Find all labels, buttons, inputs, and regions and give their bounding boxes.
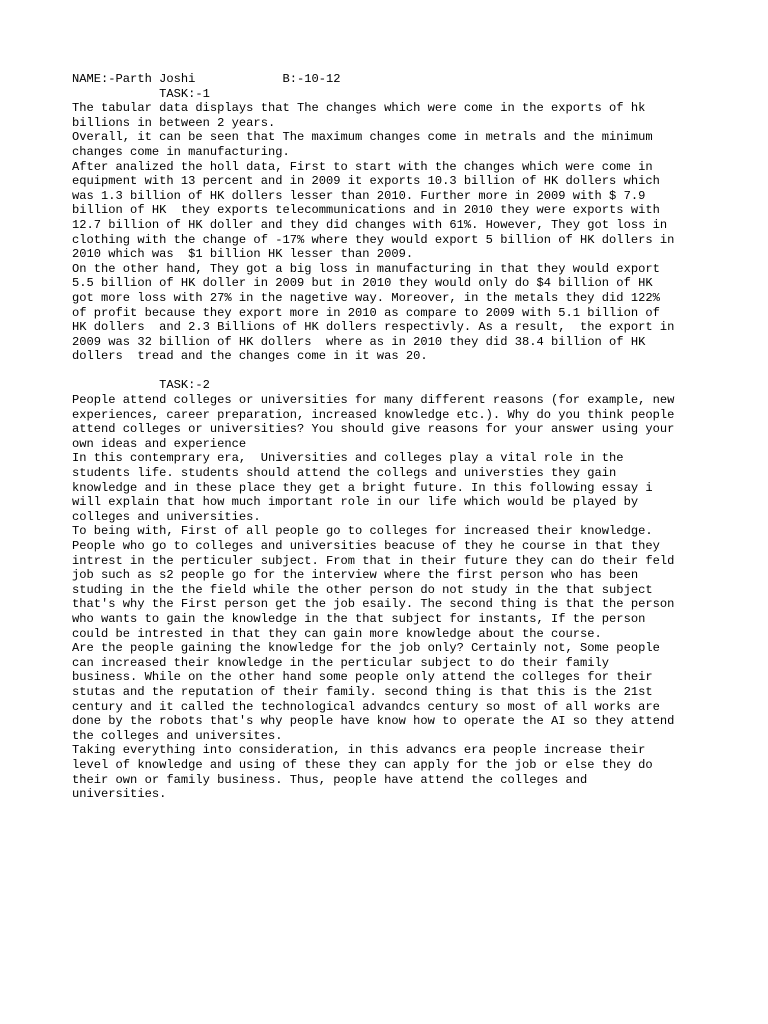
text-line: own ideas and experience — [72, 436, 247, 451]
text-line: business. While on the other hand some people only attend the colleges for their — [72, 670, 653, 685]
text-line: was 1.3 billion of HK dollers lesser than 2010. Further more in 2009 with $ 7.9 — [72, 188, 646, 203]
text-line: that's why the First person get the job esaily. The second thing is that the person — [72, 597, 675, 612]
text-line: their own or family business. Thus, people have attend the colleges and — [72, 772, 588, 787]
text-line: People attend colleges or universities for many different reasons (for example, new — [72, 393, 675, 408]
text-line: experiences, career preparation, increased knowledge etc.). Why do you think people — [72, 407, 675, 422]
text-line: universities. — [72, 787, 167, 802]
text-line: 2009 was 32 billion of HK dollers where as in 2010 they did 38.4 billion of HK — [72, 334, 646, 349]
text-line: colleges and universities. — [72, 509, 261, 524]
text-line: billion of HK they exports telecommunications and in 2010 they were exports with — [72, 203, 660, 218]
text-line: who wants to gain the knowledge in the that subject for instants, If the person — [72, 611, 646, 626]
text-line: In this contemprary era, Universities and colleges play a vital role in the — [72, 451, 624, 466]
text-line: can increased their knowledge in the perticular subject to do their family — [72, 655, 610, 670]
text-line: got more loss with 27% in the nagetive way. Moreover, in the metals they did 122% — [72, 290, 660, 305]
text-line: could be intrested in that they can gain more knowledge about the course. — [72, 626, 602, 641]
text-line: NAME:-Parth Joshi B:-10-12 — [72, 72, 341, 86]
text-line: students life. students should attend the collegs and universties they gain — [72, 466, 617, 481]
text-line: The tabular data displays that The changes which were come in the exports of hk — [72, 101, 646, 116]
text-line: Overall, it can be seen that The maximum changes come in metrals and the minimum — [72, 130, 653, 145]
text-line: knowledge and in these place they get a bright future. In this following essay i — [72, 480, 653, 495]
text-line: Are the people gaining the knowledge for the job only? Certainly not, Some people — [72, 641, 660, 656]
text-line: done by the robots that's why people have know how to operate the AI so they attend — [72, 714, 675, 729]
text-line: studing in the the field while the other person do not study in the that subject — [72, 582, 653, 597]
text-line: changes come in manufacturing. — [72, 144, 290, 159]
text-line: dollers tread and the changes come in it was 20. — [72, 349, 428, 364]
text-line: intrest in the perticuler subject. From that in their future they can do their feld — [72, 553, 675, 568]
text-line: of profit because they export more in 2010 as compare to 2009 with 5.1 billion of — [72, 305, 660, 320]
text-line: HK dollers and 2.3 Billions of HK dollers respectivly. As a result, the export in — [72, 320, 675, 335]
text-line: clothing with the change of -17% where they would export 5 billion of HK dollers in — [72, 232, 675, 247]
document-page — [72, 72, 732, 802]
text-line: attend colleges or universities? You should give reasons for your answer using your — [72, 422, 675, 437]
text-line: On the other hand, They got a big loss in manufacturing in that they would export — [72, 261, 660, 276]
text-line: Taking everything into consideration, in this advancs era people increase their — [72, 743, 646, 758]
text-line: TASK:-2 — [72, 378, 210, 393]
text-line: century and it called the technological advandcs century so most of all works are — [72, 699, 660, 714]
text-line: level of knowledge and using of these they can apply for the job or else they do — [72, 757, 653, 772]
text-line: To being with, First of all people go to colleges for increased their knowledge. — [72, 524, 653, 539]
text-line: equipment with 13 percent and in 2009 it exports 10.3 billion of HK dollers which — [72, 174, 660, 189]
text-line: 5.5 billion of HK doller in 2009 but in 2010 they would only do $4 billion of HK — [72, 276, 653, 291]
text-line: the colleges and universites. — [72, 728, 283, 743]
text-line: will explain that how much important role in our life which would be played by — [72, 495, 639, 510]
text-line: 2010 which was $1 billion HK lesser than 2009. — [72, 247, 414, 262]
text-line: stutas and the reputation of their family. second thing is that this is the 21st — [72, 684, 653, 699]
text-line: People who go to colleges and universities beacuse of they he course in that they — [72, 539, 660, 553]
text-line: job such as s2 people go for the interview where the first person who has been — [72, 568, 639, 583]
text-line: 12.7 billion of HK doller and they did changes with 61%. However, They got loss in — [72, 217, 668, 232]
text-line: TASK:-1 — [72, 86, 210, 101]
text-line: billions in between 2 years. — [72, 115, 276, 130]
blank-line — [72, 364, 732, 379]
text-line: After analized the holl data, First to start with the changes which were come in — [72, 159, 653, 174]
